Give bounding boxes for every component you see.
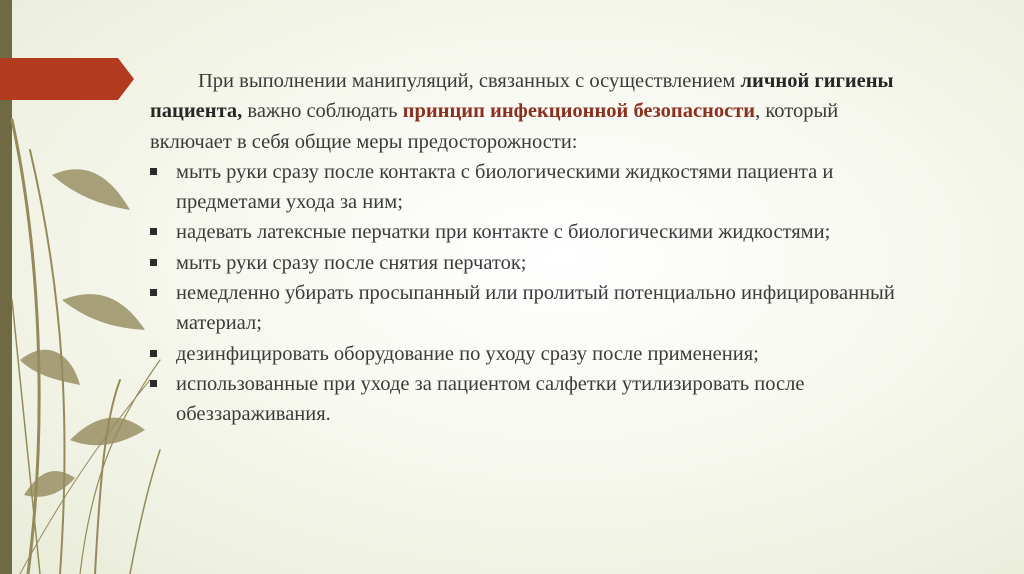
left-accent-bar — [0, 0, 12, 574]
list-item-text: использованные при уходе за пациентом салфетки утилизировать после обеззараживания. — [176, 372, 805, 426]
list-item — [150, 157, 920, 218]
list-item — [150, 217, 920, 247]
square-bullet-icon — [150, 350, 157, 357]
intro-paragraph — [150, 66, 920, 157]
list-item-text: немедленно убирать просыпанный или пролитый потенциально инфицированный материал; — [176, 282, 895, 335]
intro-part-2: важно соблюдать — [242, 100, 403, 123]
list-item-text: надевать латексные перчатки при контакте с биологическими жидкостями; — [176, 221, 831, 244]
leaf-2 — [62, 294, 145, 330]
square-bullet-icon — [150, 259, 157, 266]
stem-7 — [20, 380, 150, 574]
stem-1 — [12, 120, 39, 574]
list-item — [150, 278, 920, 339]
leaf-3 — [20, 350, 80, 385]
stem-6 — [80, 360, 160, 574]
intro-bold-term: личной гигиены пациента, — [150, 70, 894, 123]
intro-part-1: При выполнении манипуляций, связанных с осуществлением — [198, 70, 741, 92]
list-item-text: мыть руки сразу после снятия перчаток; — [176, 251, 527, 274]
square-bullet-icon — [150, 289, 157, 296]
square-bullet-icon — [150, 228, 157, 235]
content-text — [150, 66, 920, 430]
stem-3 — [95, 380, 120, 574]
precautions-list — [150, 157, 920, 430]
list-item — [150, 369, 920, 430]
square-bullet-icon — [150, 380, 157, 387]
stem-4 — [12, 300, 40, 574]
list-item-text: мыть руки сразу после контакта с биологическими жидкостями пациента и предметами ухода за ним; — [176, 160, 834, 214]
stem-2 — [30, 150, 65, 574]
square-bullet-icon — [150, 168, 157, 175]
list-item-text: дезинфицировать оборудование по уходу сразу после применения; — [176, 342, 759, 365]
leaf-4 — [70, 418, 145, 446]
list-item — [150, 339, 920, 369]
list-item — [150, 248, 920, 278]
arrow-banner-icon — [0, 58, 134, 100]
stem-5 — [130, 450, 160, 574]
leaf-1 — [52, 169, 130, 210]
leaf-5 — [24, 471, 75, 497]
intro-part-3: , который включает в себя общие меры предосторожности: — [150, 100, 839, 153]
intro-accent-term: принцип инфекционной безопасности — [402, 100, 756, 123]
